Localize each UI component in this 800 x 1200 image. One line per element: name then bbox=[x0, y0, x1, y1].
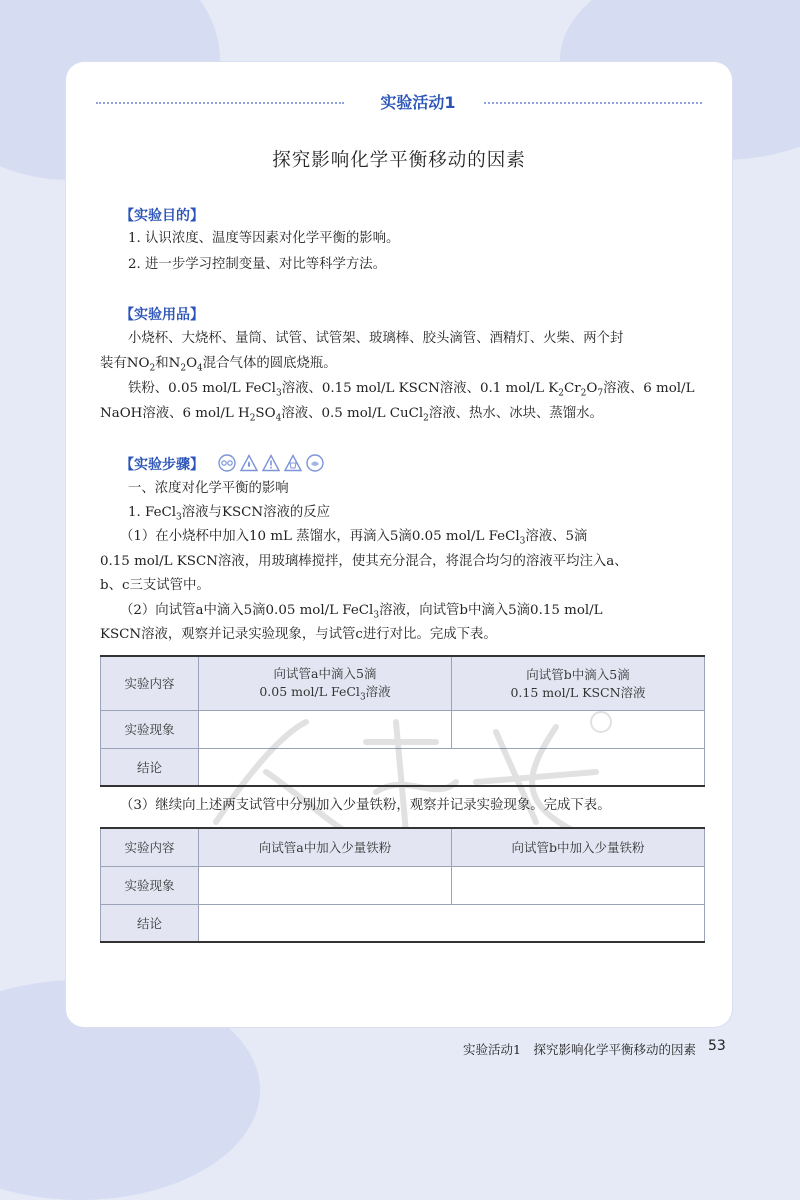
table-cell: 向试管a中滴入5滴 0.05 mol/L FeCl$_3$溶液 bbox=[199, 656, 452, 710]
purpose-item: 1. 认识浓度、温度等因素对化学平衡的影响。 bbox=[128, 231, 400, 246]
handwash-icon bbox=[306, 454, 324, 472]
step-text: （1）在小烧杯中加入10 mL 蒸馏水，再滴入5滴0.05 mol/L FeCl$_3$溶液、5滴 bbox=[120, 529, 588, 547]
page-footer: 实验活动1 探究影响化学平衡移动的因素 bbox=[463, 1042, 696, 1057]
table-row-header: 结论 bbox=[101, 748, 199, 786]
table-cell: 向试管b中滴入5滴 0.15 mol/L KSCN溶液 bbox=[452, 656, 705, 710]
table-cell: 向试管a中加入少量铁粉 bbox=[199, 828, 452, 866]
table-row-header: 实验现象 bbox=[101, 866, 199, 904]
section-heading-purpose: 【实验目的】 bbox=[120, 208, 204, 224]
table-cell-empty bbox=[199, 904, 705, 942]
step-text: 0.15 mol/L KSCN溶液，用玻璃棒搅拌，使其充分混合，将混合均匀的溶液平均注入a、 bbox=[100, 554, 628, 569]
supplies-line: NaOH溶液、6 mol/L $H_2SO_4$溶液、0.5 mol/L CuCl$_2$溶液、热水、冰块、蒸馏水。 bbox=[100, 406, 603, 424]
step-text: b、c三支试管中。 bbox=[100, 578, 210, 593]
supplies-line: 装有$NO_2$和$N_2O_4$混合气体的圆底烧瓶。 bbox=[100, 356, 337, 374]
table-row-header: 实验现象 bbox=[101, 710, 199, 748]
table-cell-empty bbox=[199, 748, 705, 786]
results-table-2 bbox=[100, 827, 705, 943]
supplies-line: 小烧杯、大烧杯、量筒、试管、试管架、玻璃棒、胶头滴管、酒精灯、火柴、两个封 bbox=[128, 331, 624, 346]
table-cell-empty bbox=[199, 866, 452, 904]
table-cell-empty bbox=[452, 710, 705, 748]
banner-divider bbox=[484, 102, 702, 104]
table-cell: 向试管b中加入少量铁粉 bbox=[452, 828, 705, 866]
supplies-line: 铁粉、0.05 mol/L FeCl$_3$溶液、0.15 mol/L KSCN溶液、0.1 mol/L $K_2Cr_2O_7$溶液、6 mol/L bbox=[128, 381, 695, 399]
banner-divider bbox=[96, 102, 344, 104]
step-subheading: 一、浓度对化学平衡的影响 bbox=[128, 481, 289, 496]
section-heading-steps: 【实验步骤】 bbox=[120, 457, 204, 473]
step-subheading: 1. FeCl$_3$溶液与KSCN溶液的反应 bbox=[128, 505, 331, 523]
table-row-header: 结论 bbox=[101, 904, 199, 942]
table-row-header: 实验内容 bbox=[101, 828, 199, 866]
results-table-1 bbox=[100, 655, 705, 787]
step-text: （2）向试管a中滴入5滴0.05 mol/L FeCl$_3$溶液，向试管b中滴入5滴0.15 mol/L bbox=[120, 603, 603, 621]
table-row-header: 实验内容 bbox=[101, 656, 199, 710]
hazard-warning-icon bbox=[262, 454, 280, 472]
activity-banner bbox=[96, 90, 702, 114]
corrosive-warning-icon bbox=[284, 454, 302, 472]
table-cell-empty bbox=[452, 866, 705, 904]
page-card bbox=[66, 62, 732, 1027]
banner-title: 实验活动1 bbox=[380, 93, 456, 112]
page-number: 53 bbox=[708, 1038, 726, 1054]
step-text: KSCN溶液，观察并记录实验现象，与试管c进行对比。完成下表。 bbox=[100, 627, 497, 642]
goggles-icon bbox=[218, 454, 236, 472]
section-heading-supplies: 【实验用品】 bbox=[120, 307, 204, 323]
flame-warning-icon bbox=[240, 454, 258, 472]
step-text: （3）继续向上述两支试管中分别加入少量铁粉，观察并记录实验现象。完成下表。 bbox=[120, 798, 611, 813]
purpose-item: 2. 进一步学习控制变量、对比等科学方法。 bbox=[128, 257, 387, 272]
table-cell-empty bbox=[199, 710, 452, 748]
page-title: 探究影响化学平衡移动的因素 bbox=[272, 150, 526, 171]
